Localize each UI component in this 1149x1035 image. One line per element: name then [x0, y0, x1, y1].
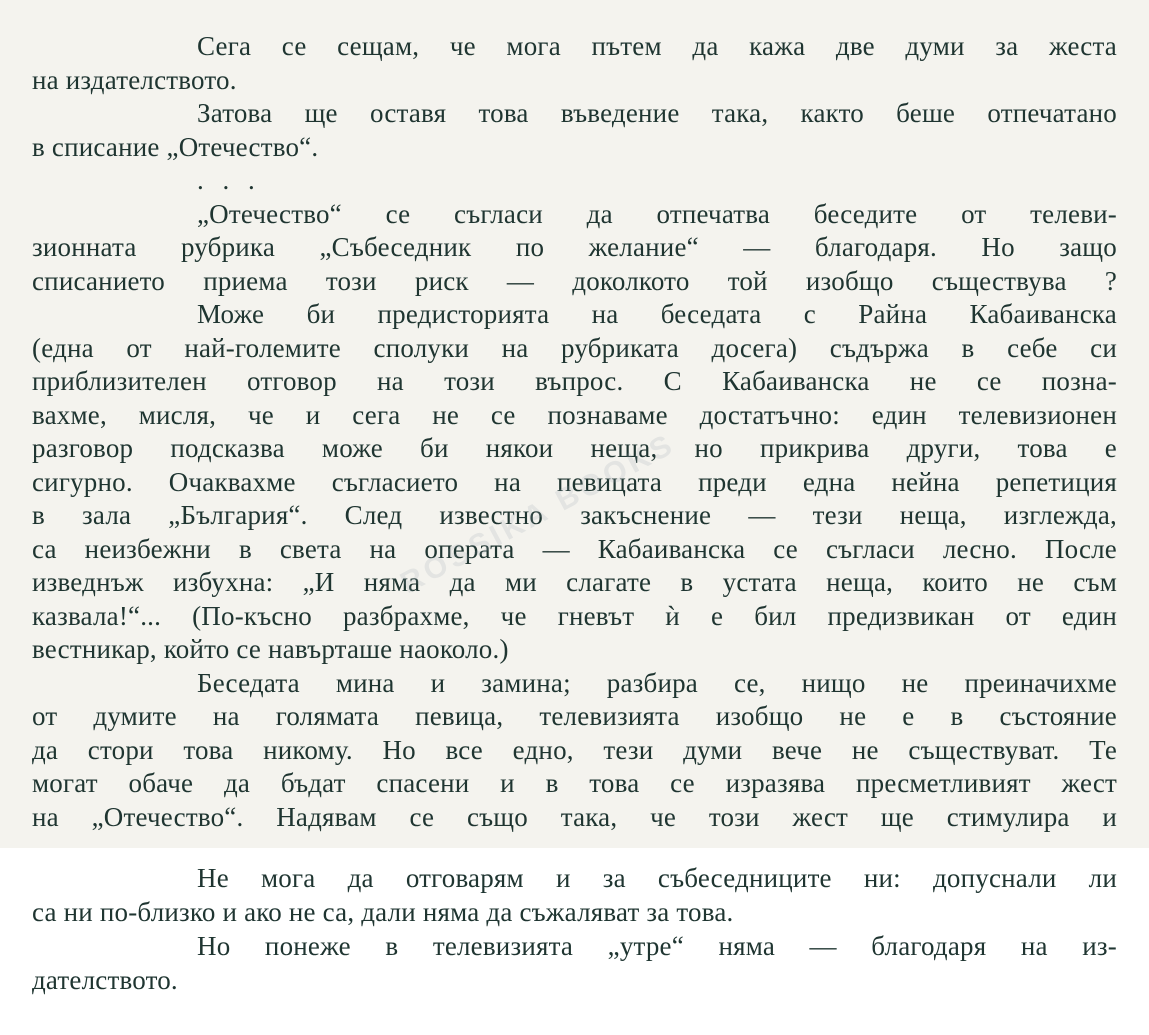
- text-line: Затова ще оставя това въведение така, както беше отпечатано: [197, 98, 1117, 128]
- text-line: Но понеже в телевизията „утре“ няма — благодаря на из-: [197, 931, 1117, 961]
- text-line: изведнъж избухна: „И няма да ми слагате в устата неща, които не съм: [32, 567, 1117, 597]
- text-line: Сега се сещам, че мога пътем да кажа две думи за жеста: [197, 31, 1117, 61]
- text-line: вахме, мисля, че и сега не се познаваме достатъчно: един телевизионен: [32, 399, 1117, 430]
- text-line: могат обаче да бъдат спасени и в това се изразява пресметливият жест: [32, 768, 1117, 798]
- text-line: в списание „Отечество“.: [32, 131, 319, 162]
- text-line: сигурно. Очаквахме съгласието на певицата преди една нейна репетиция: [32, 466, 1117, 497]
- text-line: на издателството.: [32, 64, 237, 95]
- text-line: от думите на голямата певица, телевизията изобщо не е в състояние: [32, 701, 1117, 731]
- text-line: приблизителен отговор на този въпрос. С Кабаиванска не се позна-: [32, 366, 1117, 396]
- text-line: са неизбежни в света на операта — Кабаиванска се съгласи лесно. После: [32, 533, 1117, 564]
- upper-text-block: [32, 30, 1117, 834]
- ellipsis-separator: . . .: [197, 165, 261, 195]
- text-line: казвала!“... (По-късно разбрахме, че гневът ѝ е бил предизвикан от един: [32, 600, 1117, 631]
- text-line: вестникар, който се навърташе наоколо.): [32, 634, 509, 664]
- text-line: зионната рубрика „Събеседник по желание“ — благодаря. Но защо: [32, 232, 1117, 262]
- text-line: списанието приема този риск — доколкото той изобщо съществува ?: [32, 265, 1117, 296]
- text-line: Не мога да отговарям и за събеседниците ни: допуснали ли: [197, 863, 1117, 893]
- text-line: в зала „България“. След известно закъснение — тези неща, изглежда,: [32, 500, 1117, 530]
- text-line: са ни по-близко и ако не са, дали няма да съжаляват за това.: [32, 897, 734, 927]
- lower-text-block: [32, 861, 1117, 997]
- text-line: Беседата мина и замина; разбира се, нищо не преиначихме: [197, 667, 1117, 698]
- text-line: дателството.: [32, 965, 178, 995]
- text-line: да стори това никому. Но все едно, тези думи вече не съществуват. Те: [32, 734, 1117, 765]
- text-line: Може би предисторията на беседата с Райна Кабаиванска: [197, 299, 1117, 329]
- text-line: (една от най-големите сполуки на рубриката досега) съдържа в себе си: [32, 332, 1117, 363]
- text-line: на „Отечество“. Надявам се също така, че този жест ще стимулира и: [32, 801, 1117, 832]
- text-line: „Отечество“ се съгласи да отпечатва беседите от телеви-: [197, 198, 1117, 229]
- text-line: разговор подсказва може би някои неща, но прикрива други, това е: [32, 433, 1117, 463]
